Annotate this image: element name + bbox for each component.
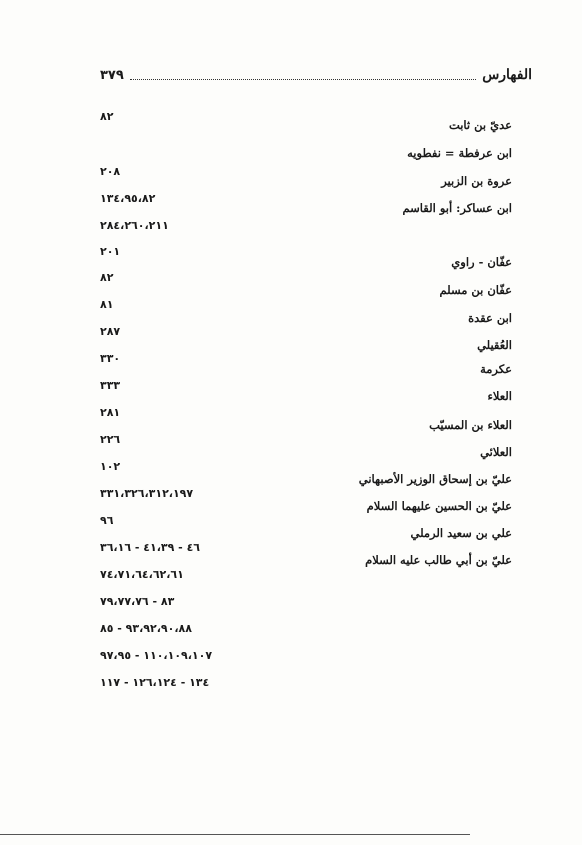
index-entry-name: عليّ بن الحسين عليهما السلام bbox=[366, 499, 512, 513]
index-page-refs: ٣٣٣ bbox=[100, 379, 121, 392]
index-page-refs: ٧٤،٧١،٦٤،٦٢،٦١ bbox=[100, 568, 184, 581]
index-entry-name: عروة بن الزبير bbox=[441, 174, 512, 188]
index-entry-name: عديّ بن ثابت bbox=[448, 118, 512, 132]
index-page-refs: ٤٦ - ٤١،٣٩ - ٣٦،١٦ bbox=[100, 541, 200, 554]
header-leader-dots bbox=[130, 71, 476, 80]
index-page-refs: ١٠٢ bbox=[100, 460, 121, 473]
page-title: الفهارس bbox=[482, 67, 532, 83]
index-page-refs: ٢٨٤،٢٦٠،٢١١ bbox=[100, 219, 169, 232]
index-page-refs: ١١٠،١٠٩،١٠٧ - ٩٧،٩٥ bbox=[100, 649, 213, 662]
index-entry-name: عكرمة bbox=[480, 362, 512, 376]
index-page-refs: ٢٠١ bbox=[100, 245, 121, 258]
index-entry-name: عليّ بن أبي طالب عليه السلام bbox=[365, 553, 512, 567]
index-entry-name: ابن عرفطة = نفطويه bbox=[407, 146, 512, 160]
index-entry-name: العُقيلي bbox=[477, 338, 512, 352]
index-page-refs: ٨٢ bbox=[100, 110, 114, 123]
index-entry-name: العلاء بن المسيّب bbox=[429, 418, 512, 432]
index-entry-name: ابن عساكر: أبو القاسم bbox=[402, 201, 512, 215]
index-page-refs: ٢٨٧ bbox=[100, 325, 121, 338]
index-entry-name: عليّ بن إسحاق الوزير الأصبهاني bbox=[358, 472, 512, 486]
bottom-rule bbox=[0, 834, 470, 835]
index-page-refs: ٢٠٨ bbox=[100, 165, 121, 178]
index-entry-name: عفّان - راوي bbox=[451, 255, 512, 269]
index-entry-name: عفّان بن مسلم bbox=[439, 283, 512, 297]
index-entry-name: علي بن سعيد الرملي bbox=[410, 526, 512, 540]
index-page-refs: ٨٢ bbox=[100, 271, 114, 284]
index-page-refs: ٢٨١ bbox=[100, 406, 121, 419]
index-page-refs: ٣٣١،٣٢٦،٣١٢،١٩٧ bbox=[100, 487, 194, 500]
index-page-refs: ٩٣،٩٢،٩٠،٨٨ - ٨٥ bbox=[100, 622, 192, 635]
index-page-refs: ٨١ bbox=[100, 298, 114, 311]
index-entry-name: العلائي bbox=[480, 445, 512, 459]
page-number: ٣٧٩ bbox=[100, 67, 124, 83]
index-page-refs: ٩٦ bbox=[100, 514, 114, 527]
index-entry-name: العلاء bbox=[487, 389, 512, 403]
page-header bbox=[100, 64, 532, 86]
index-page-refs: ٢٢٦ bbox=[100, 433, 121, 446]
index-entry-name: ابن عقدة bbox=[468, 311, 512, 325]
index-page-refs: ٨٣ - ٧٩،٧٧،٧٦ bbox=[100, 595, 175, 608]
index-page-refs: ١٣٤،٩٥،٨٢ bbox=[100, 192, 156, 205]
index-page-refs: ١٣٤ - ١٢٦،١٢٤ - ١١٧ bbox=[100, 676, 210, 689]
index-page-refs: ٣٣٠ bbox=[100, 352, 121, 365]
